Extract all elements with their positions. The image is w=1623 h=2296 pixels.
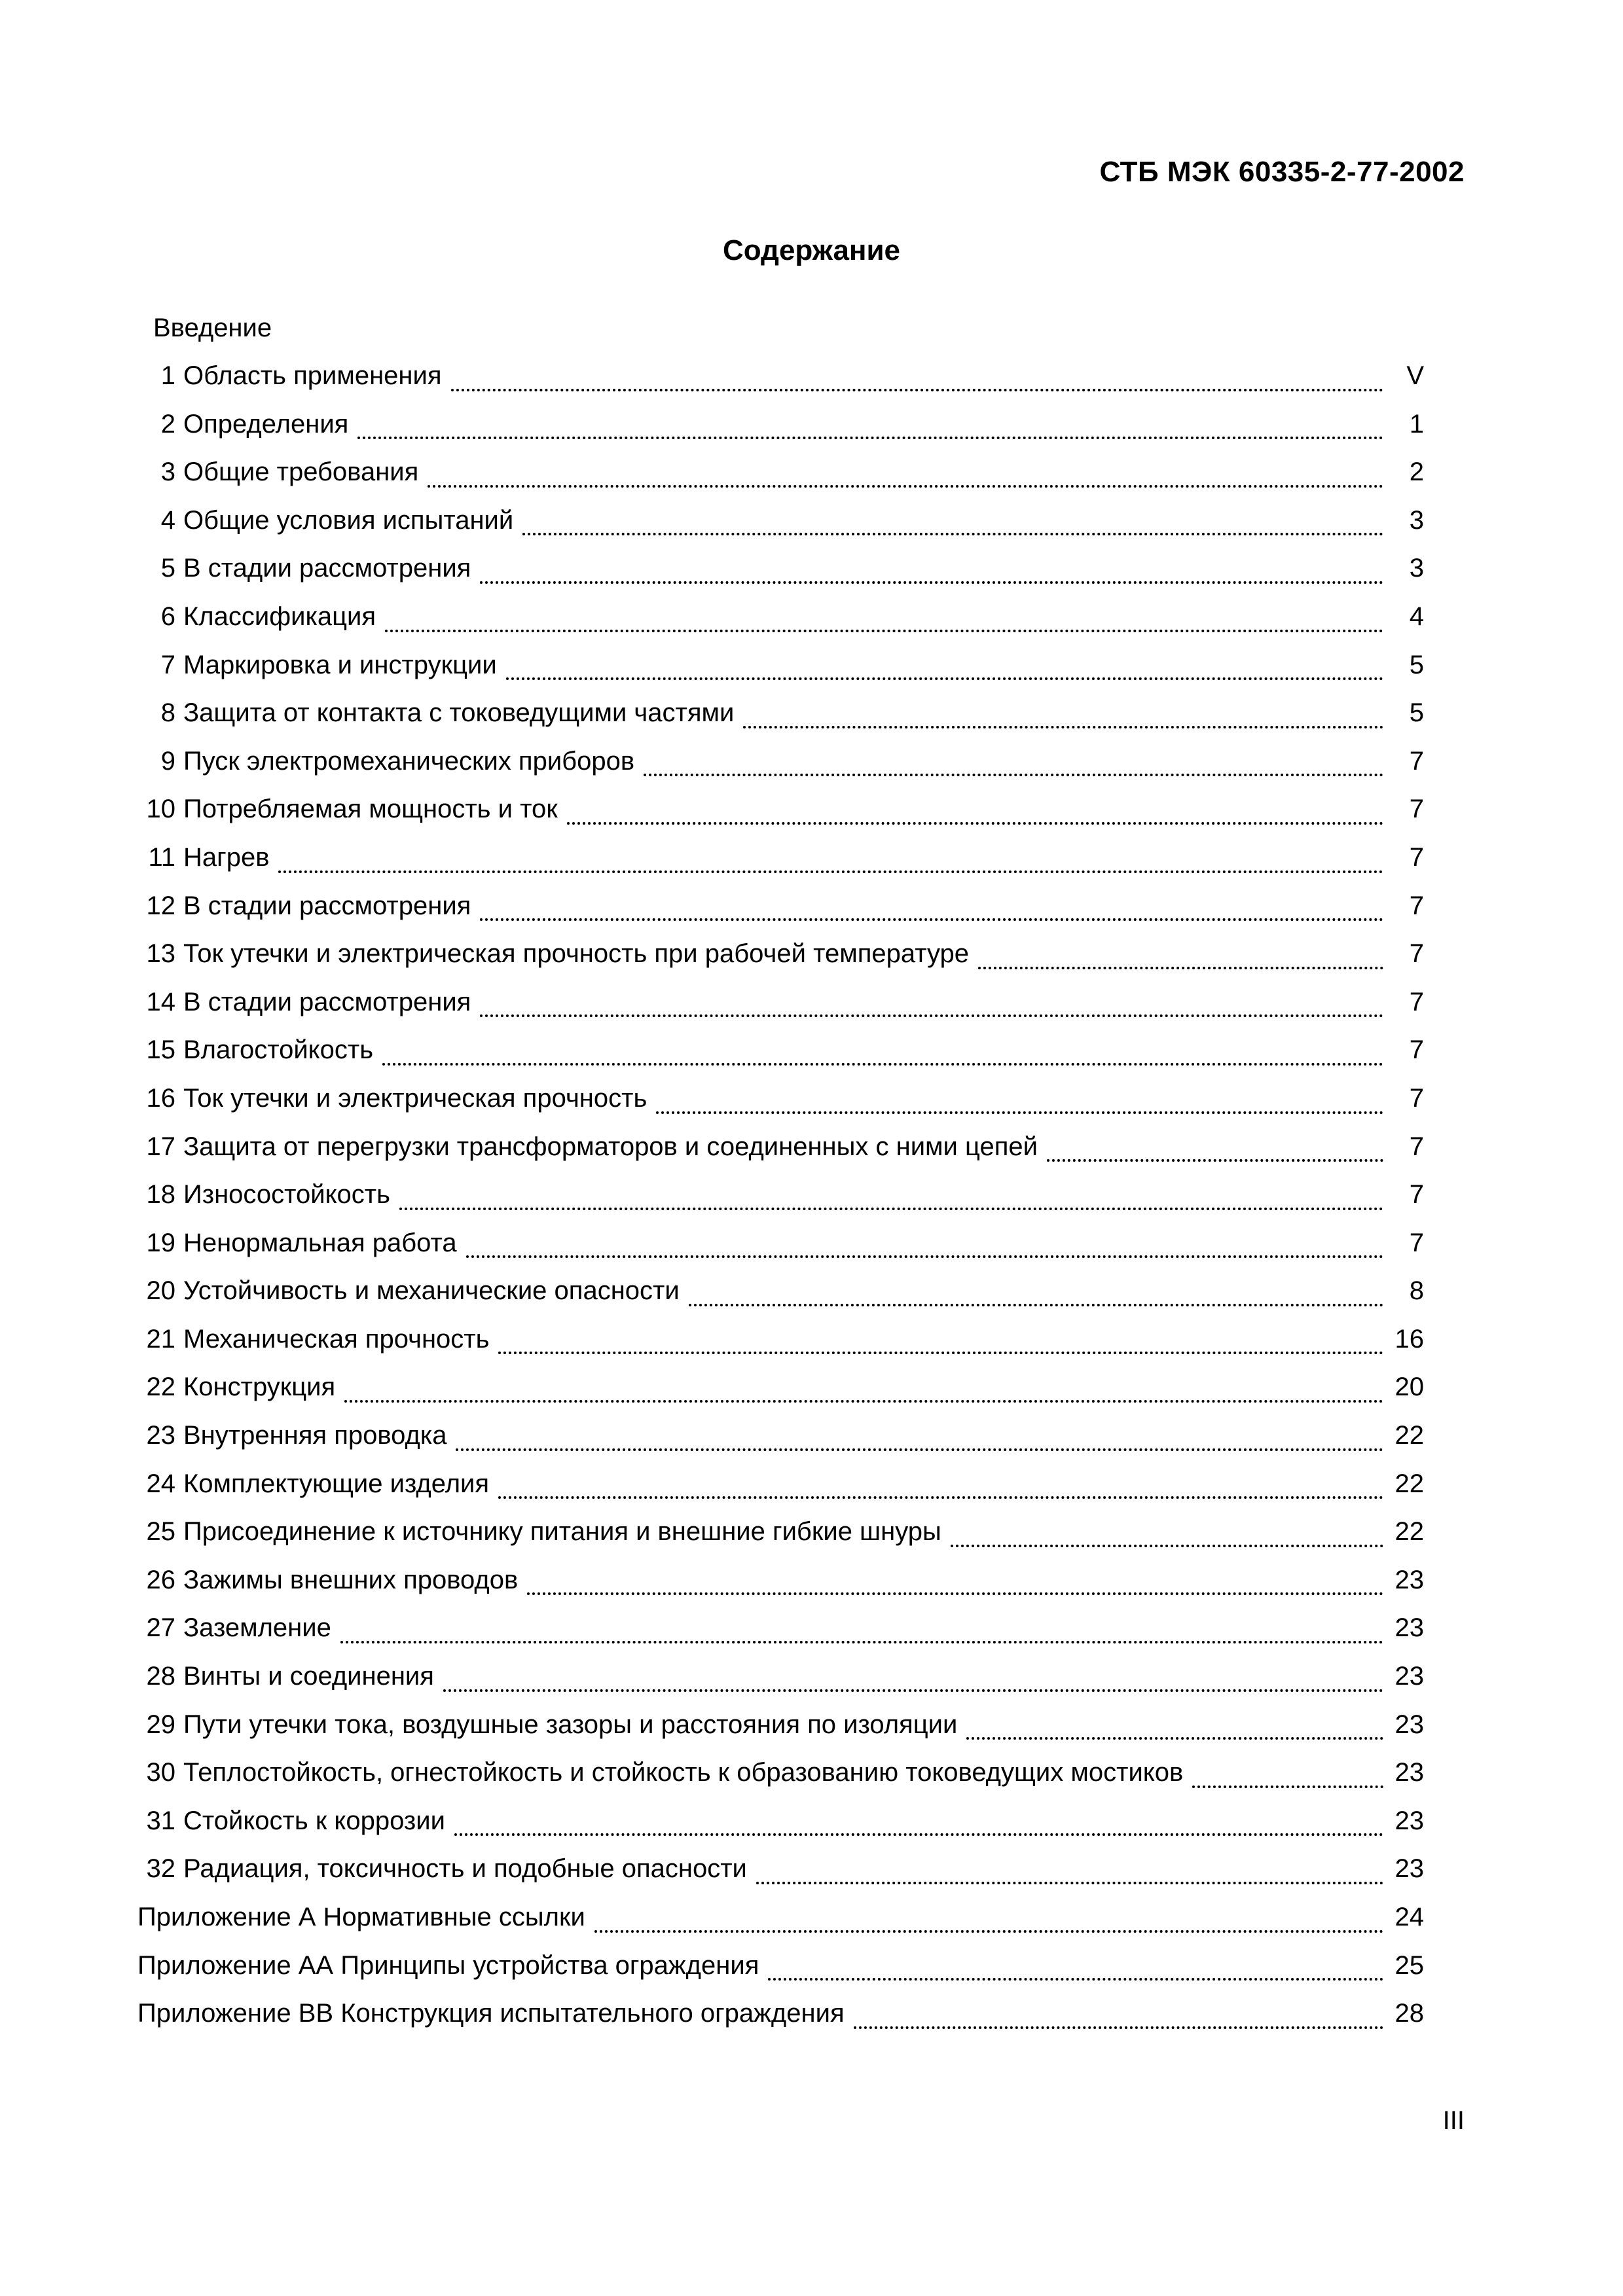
toc-entry-page: 2	[1409, 457, 1424, 487]
toc-dot-leader	[854, 1999, 1383, 2038]
toc-entry-page: 7	[1409, 939, 1424, 969]
toc-entry-page: 23	[1395, 1613, 1424, 1643]
toc-dot-leader	[743, 698, 1383, 738]
toc-entry-number: 11	[148, 842, 175, 872]
toc-entry	[137, 785, 1424, 834]
toc-entry	[137, 882, 1424, 931]
toc-entry-number: 16	[146, 1083, 175, 1113]
toc-entry-number: 15	[146, 1035, 175, 1065]
toc-dot-leader	[1192, 1758, 1383, 1797]
toc-entry	[137, 1508, 1424, 1556]
toc-entry-number: 14	[146, 987, 175, 1016]
toc-dot-leader	[399, 1180, 1383, 1219]
toc-dot-leader	[644, 746, 1383, 785]
toc-dot-leader	[527, 1565, 1383, 1604]
toc-entry-label: Приложение А Нормативные ссылки	[137, 1903, 585, 1931]
toc-entry-page: 4	[1409, 601, 1424, 631]
toc-entry-label: Пуск электромеханических приборов	[183, 746, 635, 776]
toc-entry-number: 26	[146, 1565, 175, 1594]
toc-entry-label: Область применения	[183, 361, 442, 390]
toc-entry-page: 24	[1395, 1903, 1424, 1931]
toc-dot-leader	[480, 891, 1383, 930]
toc-entry	[137, 1412, 1424, 1460]
toc-dot-leader	[594, 1903, 1383, 1942]
toc-entry-label: Теплостойкость, огнестойкость и стойкость к образованию токоведущих мостиков	[183, 1758, 1184, 1787]
toc-entry-number: 27	[146, 1613, 175, 1643]
toc-entry	[137, 1026, 1424, 1075]
toc-dot-leader	[428, 457, 1383, 497]
toc-entry-page: 7	[1409, 987, 1424, 1016]
toc-entry-number: 31	[146, 1806, 175, 1835]
toc-dot-leader	[443, 1662, 1383, 1701]
toc-entry-label: Приложение АА Принципы устройства ограждения	[137, 1950, 759, 1980]
toc-entry-page: 3	[1409, 505, 1424, 535]
toc-dot-leader	[498, 1324, 1383, 1363]
toc-dot-leader	[966, 1710, 1383, 1749]
toc-entry-label: В стадии рассмотрения	[183, 987, 471, 1016]
toc-entries	[137, 352, 1424, 2038]
toc-entry-number: 4	[160, 505, 175, 535]
toc-dot-leader	[344, 1372, 1383, 1412]
table-of-contents	[137, 304, 1424, 2038]
toc-entry-page: 7	[1409, 1083, 1424, 1113]
toc-dot-leader	[454, 1806, 1383, 1845]
toc-entry-label: В стадии рассмотрения	[183, 554, 471, 583]
toc-entry-number: 2	[160, 409, 175, 439]
toc-entry	[137, 1267, 1424, 1316]
toc-entry-label: Определения	[183, 409, 349, 439]
toc-entry-label: Конструкция	[183, 1372, 336, 1402]
toc-entry-label: Ток утечки и электрическая прочность	[183, 1083, 647, 1113]
toc-entry	[137, 545, 1424, 593]
toc-entry	[137, 1219, 1424, 1268]
toc-entry-number: 23	[146, 1421, 175, 1450]
toc-entry-label: Маркировка и инструкции	[183, 650, 497, 679]
toc-dot-leader	[357, 409, 1383, 448]
toc-entry-page: 23	[1395, 1565, 1424, 1594]
toc-entry-page: V	[1406, 361, 1424, 390]
toc-entry-page: 3	[1409, 554, 1424, 583]
toc-entry-label: Винты и соединения	[183, 1662, 434, 1691]
toc-title: Содержание	[722, 234, 901, 266]
toc-entry-label: Износостойкость	[183, 1180, 390, 1210]
toc-entry-number: 8	[160, 698, 175, 728]
toc-entry-page: 23	[1395, 1662, 1424, 1691]
toc-dot-leader	[1047, 1132, 1383, 1171]
toc-entry-number: 6	[160, 601, 175, 631]
toc-entry	[137, 1701, 1424, 1749]
toc-entry-page: 7	[1409, 795, 1424, 824]
toc-entry	[137, 1990, 1424, 2038]
toc-entry-label: Общие условия испытаний	[183, 505, 514, 535]
toc-entry-number: 22	[146, 1372, 175, 1402]
toc-entry-number: 17	[146, 1132, 175, 1161]
toc-entry	[137, 1604, 1424, 1653]
toc-entry	[137, 497, 1424, 545]
toc-entry-label: Нагрев	[183, 842, 270, 872]
toc-entry-number: 5	[160, 554, 175, 583]
toc-entry	[137, 1075, 1424, 1123]
toc-entry-label: Комплектующие изделия	[183, 1469, 490, 1498]
toc-dot-leader	[978, 939, 1383, 978]
toc-entry-number: 10	[146, 795, 175, 824]
toc-entry	[137, 593, 1424, 641]
toc-entry-number: 21	[146, 1324, 175, 1354]
toc-entry-page: 16	[1395, 1324, 1424, 1354]
toc-dot-leader	[480, 987, 1383, 1026]
toc-entry-page: 7	[1409, 1035, 1424, 1065]
toc-entry	[137, 1845, 1424, 1893]
toc-entry-page: 23	[1395, 1710, 1424, 1739]
toc-entry-label: Приложение ВВ Конструкция испытательного ограждения	[137, 1999, 845, 2028]
toc-entry-label: Защита от перегрузки трансформаторов и соединенных с ними цепей	[183, 1132, 1038, 1161]
toc-dot-leader	[382, 1035, 1383, 1075]
toc-entry	[137, 1653, 1424, 1701]
toc-entry	[137, 738, 1424, 786]
toc-entry-page: 22	[1395, 1421, 1424, 1450]
toc-entry-page: 7	[1409, 1132, 1424, 1161]
toc-entry-page: 5	[1409, 650, 1424, 679]
toc-entry-label: Потребляемая мощность и ток	[183, 795, 558, 824]
toc-entry-label: Ток утечки и электрическая прочность при рабочей температуре	[183, 939, 970, 969]
toc-entry-label: Классификация	[183, 601, 376, 631]
toc-entry-label: Заземление	[183, 1613, 331, 1643]
toc-dot-leader	[385, 602, 1383, 641]
toc-entry-label: Ненормальная работа	[183, 1228, 457, 1257]
toc-entry	[137, 641, 1424, 690]
toc-entry-label: Внутренняя проводка	[183, 1421, 447, 1450]
toc-entry-number: 20	[146, 1276, 175, 1306]
toc-entry-number: 30	[146, 1758, 175, 1787]
toc-entry	[137, 401, 1424, 449]
toc-entry-page: 23	[1395, 1806, 1424, 1835]
toc-dot-leader	[278, 843, 1383, 882]
toc-entry	[137, 1363, 1424, 1412]
toc-entry-page: 7	[1409, 1180, 1424, 1210]
toc-entry-page: 1	[1409, 409, 1424, 439]
toc-entry-label: Общие требования	[183, 457, 419, 487]
toc-entry-number: 9	[160, 746, 175, 776]
toc-entry-page: 8	[1409, 1276, 1424, 1306]
toc-dot-leader	[567, 795, 1383, 834]
toc-entry	[137, 1556, 1424, 1605]
toc-entry-number: 32	[146, 1854, 175, 1884]
toc-entry-number: 7	[160, 650, 175, 679]
toc-entry-page: 28	[1395, 1999, 1424, 2028]
toc-entry	[137, 978, 1424, 1027]
toc-entry-number: 12	[146, 891, 175, 920]
toc-entry	[137, 1123, 1424, 1172]
toc-entry	[137, 1171, 1424, 1219]
toc-entry-number: 13	[146, 939, 175, 969]
toc-dot-leader	[756, 1854, 1383, 1893]
toc-entry	[137, 930, 1424, 978]
toc-entry-number: 24	[146, 1469, 175, 1498]
toc-dot-leader	[456, 1421, 1383, 1460]
toc-entry-number: 28	[146, 1662, 175, 1691]
toc-dot-leader	[340, 1613, 1383, 1653]
document-code: СТБ МЭК 60335-2-77-2002	[1099, 156, 1465, 188]
toc-entry-label: Защита от контакта с токоведущими частями	[183, 698, 735, 728]
toc-entry-page: 23	[1395, 1854, 1424, 1884]
toc-entry-page: 7	[1409, 891, 1424, 920]
toc-entry	[137, 352, 1424, 401]
toc-entry	[137, 1749, 1424, 1797]
toc-entry-page: 23	[1395, 1758, 1424, 1787]
toc-entry-label: В стадии рассмотрения	[183, 891, 471, 920]
toc-entry	[137, 1460, 1424, 1509]
toc-entry-page: 5	[1409, 698, 1424, 728]
toc-entry-label: Механическая прочность	[183, 1324, 490, 1354]
toc-entry-label: Устойчивость и механические опасности	[183, 1276, 680, 1306]
toc-entry-page: 7	[1409, 746, 1424, 776]
toc-entry-label: Пути утечки тока, воздушные зазоры и расстояния по изоляции	[183, 1710, 958, 1739]
toc-entry-number: 18	[146, 1180, 175, 1210]
toc-dot-leader	[522, 505, 1383, 545]
toc-entry	[137, 834, 1424, 882]
toc-entry-label: Радиация, токсичность и подобные опасности	[183, 1854, 747, 1884]
toc-entry-page: 20	[1395, 1372, 1424, 1402]
toc-entry-number: 29	[146, 1710, 175, 1739]
toc-dot-leader	[506, 650, 1383, 689]
page-number: III	[1442, 2106, 1465, 2135]
toc-entry-label: Влагостойкость	[183, 1035, 374, 1065]
toc-dot-leader	[466, 1228, 1383, 1267]
toc-entry	[137, 1893, 1424, 1942]
toc-entry-number: 25	[146, 1517, 175, 1547]
toc-entry-label: Зажимы внешних проводов	[183, 1565, 519, 1594]
toc-entry-number: 19	[146, 1228, 175, 1257]
toc-entry-number: 1	[160, 361, 175, 390]
toc-intro: Введение	[153, 314, 272, 342]
toc-entry-number: 3	[160, 457, 175, 487]
toc-entry-page: 25	[1395, 1950, 1424, 1980]
toc-entry-page: 7	[1409, 842, 1424, 872]
toc-dot-leader	[951, 1517, 1383, 1556]
toc-entry-label: Стойкость к коррозии	[183, 1806, 445, 1835]
toc-dot-leader	[451, 361, 1383, 401]
toc-entry	[137, 689, 1424, 738]
toc-entry-page: 7	[1409, 1228, 1424, 1257]
toc-entry	[137, 448, 1424, 497]
toc-entry-page: 22	[1395, 1517, 1424, 1547]
toc-dot-leader	[498, 1469, 1383, 1508]
toc-dot-leader	[480, 554, 1383, 593]
toc-entry	[137, 1316, 1424, 1364]
toc-entry	[137, 1797, 1424, 1846]
toc-dot-leader	[689, 1276, 1383, 1316]
toc-entry	[137, 1942, 1424, 1990]
toc-entry-label: Присоединение к источнику питания и внешние гибкие шнуры	[183, 1517, 941, 1547]
toc-dot-leader	[768, 1950, 1383, 1990]
toc-entry-page: 22	[1395, 1469, 1424, 1498]
toc-dot-leader	[656, 1084, 1383, 1123]
